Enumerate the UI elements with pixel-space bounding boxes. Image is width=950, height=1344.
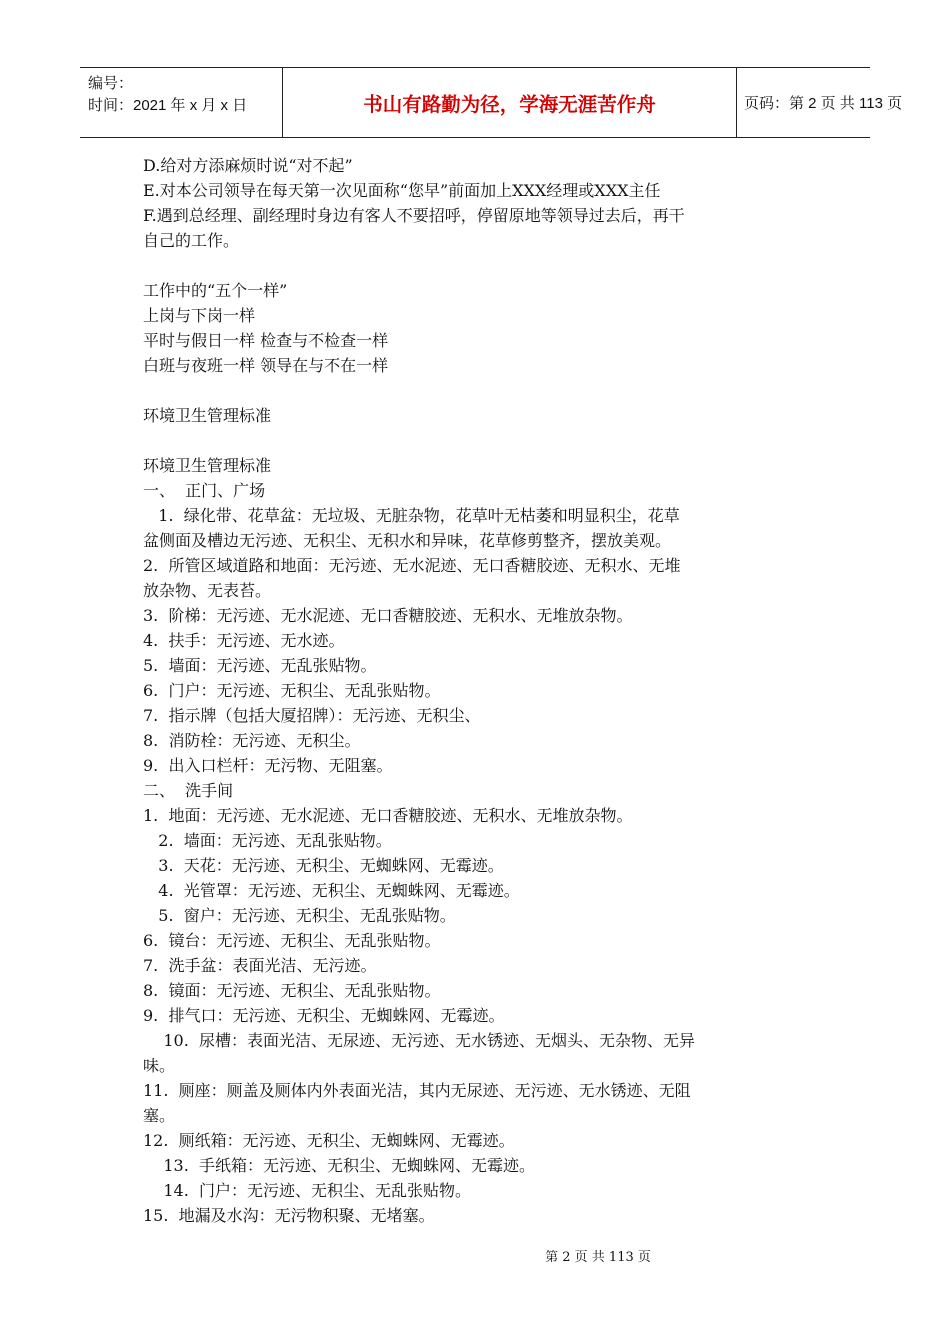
text-line: 8. 镜面：无污迹、无积尘、无乱张贴物。 bbox=[143, 981, 441, 1000]
text-line: 上岗与下岗一样 bbox=[143, 306, 256, 325]
blank-line bbox=[143, 253, 813, 278]
text-line: 7. 指示牌（包括大厦招牌）：无污迹、无积尘、 bbox=[143, 706, 481, 725]
time-label: 时间：2021 年 x 月 x 日 bbox=[88, 97, 248, 114]
text-line: 9. 出入口栏杆：无污物、无阻塞。 bbox=[143, 756, 393, 775]
text-line: 4. 光管罩：无污迹、无积尘、无蜘蛛网、无霉迹。 bbox=[143, 881, 520, 900]
text-line: 2. 墙面：无污迹、无乱张贴物。 bbox=[143, 831, 392, 850]
text-line: 6. 门户：无污迹、无积尘、无乱张贴物。 bbox=[143, 681, 441, 700]
text-line: D.给对方添麻烦时说“对不起” bbox=[143, 156, 353, 175]
header-motto: 书山有路勤为径，学海无涯苦作舟 bbox=[282, 68, 737, 137]
text-line: 10. 尿槽：表面光洁、无尿迹、无污迹、无水锈迹、无烟头、无杂物、无异 bbox=[143, 1031, 695, 1050]
text-line: 盆侧面及槽边无污迹、无积尘、无积水和异味，花草修剪整齐，摆放美观。 bbox=[143, 531, 672, 550]
text-line: E.对本公司领导在每天第一次见面称“您早”前面加上XXX经理或XXX主任 bbox=[143, 181, 661, 200]
text-line: 塞。 bbox=[143, 1106, 176, 1125]
text-line: 一、 正门、广场 bbox=[143, 481, 266, 500]
code-label: 编号： bbox=[88, 75, 134, 92]
header-page-number: 页码：第 2 页 共 113 页 bbox=[744, 95, 903, 112]
blank-line bbox=[143, 378, 813, 403]
text-line: F.遇到总经理、副经理时身边有客人不要招呼，停留原地等领导过去后，再干 bbox=[143, 206, 685, 225]
text-line: 平时与假日一样 检查与不检查一样 bbox=[143, 331, 389, 350]
page-header bbox=[80, 67, 903, 138]
text-line: 环境卫生管理标准 bbox=[143, 406, 272, 425]
text-line: 6. 镜台：无污迹、无积尘、无乱张贴物。 bbox=[143, 931, 441, 950]
text-line: 4. 扶手：无污迹、无水迹。 bbox=[143, 631, 345, 650]
text-line: 7. 洗手盆：表面光洁、无污迹。 bbox=[143, 956, 377, 975]
text-line: 12. 厕纸箱：无污迹、无积尘、无蜘蛛网、无霉迹。 bbox=[143, 1131, 515, 1150]
text-line: 味。 bbox=[143, 1056, 176, 1075]
text-line: 5. 墙面：无污迹、无乱张贴物。 bbox=[143, 656, 377, 675]
blank-line bbox=[143, 428, 813, 453]
text-line: 3. 阶梯：无污迹、无水泥迹、无口香糖胶迹、无积水、无堆放杂物。 bbox=[143, 606, 633, 625]
text-line: 13. 手纸箱：无污迹、无积尘、无蜘蛛网、无霉迹。 bbox=[143, 1156, 535, 1175]
text-line: 自己的工作。 bbox=[143, 231, 240, 250]
text-line: 1. 地面：无污迹、无水泥迹、无口香糖胶迹、无积水、无堆放杂物。 bbox=[143, 806, 633, 825]
footer-page-number: 第 2 页 共 113 页 bbox=[545, 1250, 651, 1265]
document-body bbox=[143, 153, 813, 1228]
text-line: 1. 绿化带、花草盆：无垃圾、无脏杂物，花草叶无枯萎和明显积尘，花草 bbox=[143, 506, 680, 525]
text-line: 放杂物、无表苔。 bbox=[143, 581, 272, 600]
text-line: 9. 排气口：无污迹、无积尘、无蜘蛛网、无霉迹。 bbox=[143, 1006, 505, 1025]
text-line: 白班与夜班一样 领导在与不在一样 bbox=[143, 356, 389, 375]
text-line: 环境卫生管理标准 bbox=[143, 456, 272, 475]
text-line: 2. 所管区域道路和地面：无污迹、无水泥迹、无口香糖胶迹、无积水、无堆 bbox=[143, 556, 681, 575]
text-line: 3. 天花：无污迹、无积尘、无蜘蛛网、无霉迹。 bbox=[143, 856, 504, 875]
page-footer bbox=[0, 1246, 950, 1265]
text-line: 二、 洗手间 bbox=[143, 781, 234, 800]
text-line: 11. 厕座：厕盖及厕体内外表面光洁，其内无尿迹、无污迹、无水锈迹、无阻 bbox=[143, 1081, 691, 1100]
header-meta bbox=[80, 68, 282, 137]
text-line: 15. 地漏及水沟：无污物积聚、无堵塞。 bbox=[143, 1206, 435, 1225]
text-line: 5. 窗户：无污迹、无积尘、无乱张贴物。 bbox=[143, 906, 456, 925]
text-line: 14. 门户：无污迹、无积尘、无乱张贴物。 bbox=[143, 1181, 471, 1200]
text-line: 工作中的“五个一样” bbox=[143, 281, 288, 300]
text-line: 8. 消防栓：无污迹、无积尘。 bbox=[143, 731, 361, 750]
